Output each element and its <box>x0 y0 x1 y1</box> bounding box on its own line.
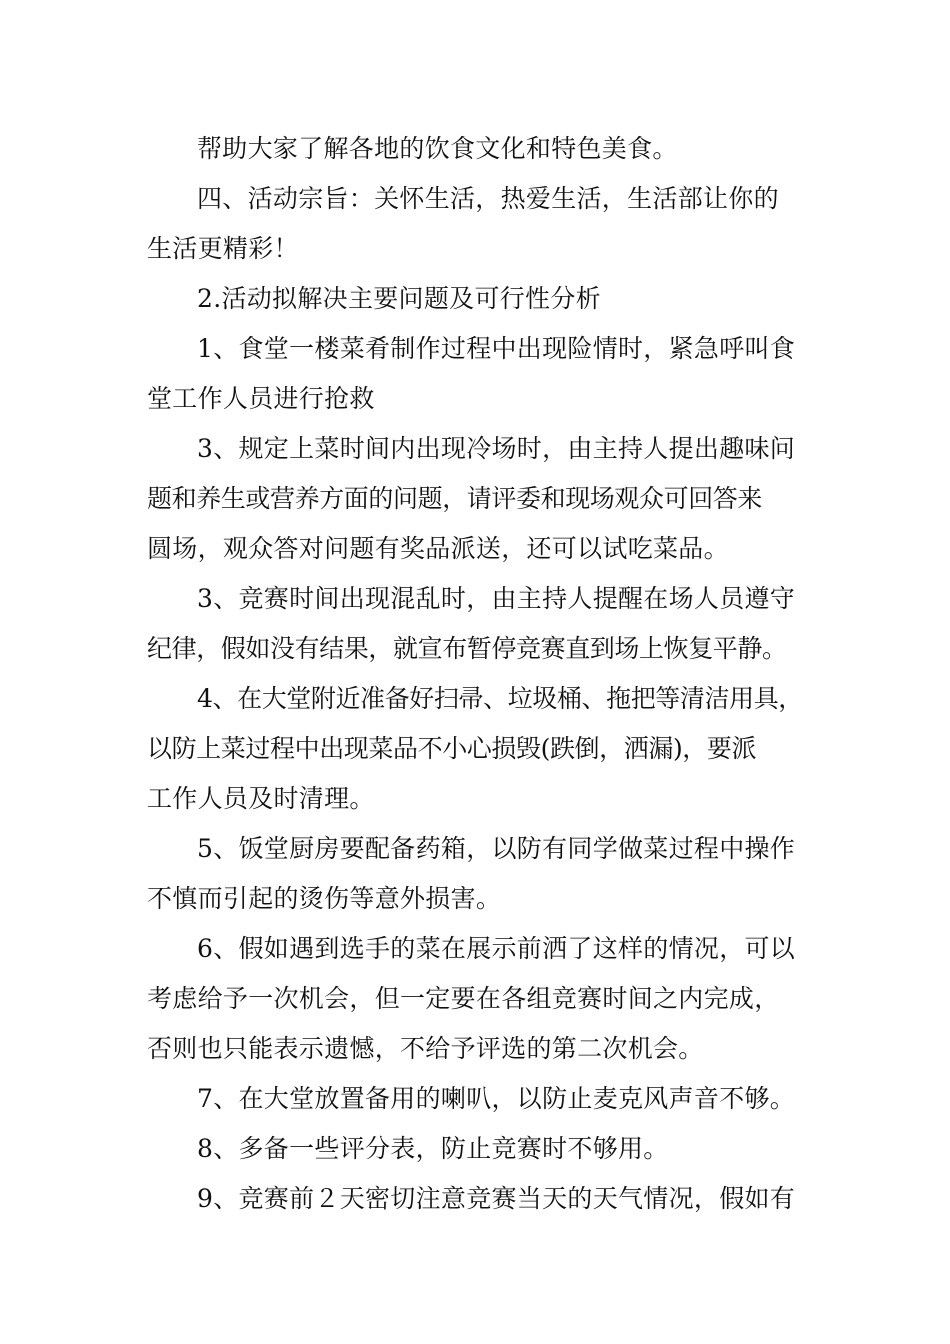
section-heading-analysis: 2.活动拟解决主要问题及可行性分析 <box>197 284 601 313</box>
section-heading-purpose: 四、活动宗旨：关怀生活，热爱生活，生活部让你的 <box>197 184 779 213</box>
text-line: 纪律，假如没有结果，就宣布暂停竞赛直到场上恢复平静。 <box>147 634 787 663</box>
text-line: 堂工作人员进行抢救 <box>147 384 375 413</box>
text-line: 帮助大家了解各地的饮食文化和特色美食。 <box>197 134 678 163</box>
text-line: 以防上菜过程中出现菜品不小心损毁(跌倒，洒漏)，要派 <box>147 734 757 763</box>
list-item-8: 8、多备一些评分表，防止竞赛时不够用。 <box>197 1134 669 1163</box>
text-line: 生活更精彩！ <box>147 234 299 263</box>
text-line: 圆场，观众答对问题有奖品派送，还可以试吃菜品。 <box>147 534 729 563</box>
text-line: 不慎而引起的烫伤等意外损害。 <box>147 884 502 913</box>
list-item-3b: 3、竞赛时间出现混乱时，由主持人提醒在场人员遵守 <box>197 584 796 613</box>
list-item-6: 6、假如遇到选手的菜在展示前洒了这样的情况，可以 <box>197 934 796 963</box>
list-item-3a: 3、规定上菜时间内出现冷场时，由主持人提出趣味问 <box>197 434 796 463</box>
list-item-7: 7、在大堂放置备用的喇叭，以防止麦克风声音不够。 <box>197 1084 796 1113</box>
list-item-5: 5、饭堂厨房要配备药箱，以防有同学做菜过程中操作 <box>197 834 796 863</box>
text-line: 考虑给予一次机会，但一定要在各组竞赛时间之内完成， <box>147 984 780 1013</box>
list-item-4: 4、在大堂附近准备好扫帚、垃圾桶、拖把等清洁用具， <box>197 684 803 713</box>
text-line: 题和养生或营养方面的问题，请评委和现场观众可回答来 <box>147 484 763 513</box>
text-line: 工作人员及时清理。 <box>147 784 375 813</box>
text-line: 否则也只能表示遗憾，不给予评选的第二次机会。 <box>147 1034 704 1063</box>
list-item-9: 9、竞赛前２天密切注意竞赛当天的天气情况，假如有 <box>197 1184 796 1213</box>
list-item-1: 1、食堂一楼菜肴制作过程中出现险情时，紧急呼叫食 <box>197 334 796 363</box>
